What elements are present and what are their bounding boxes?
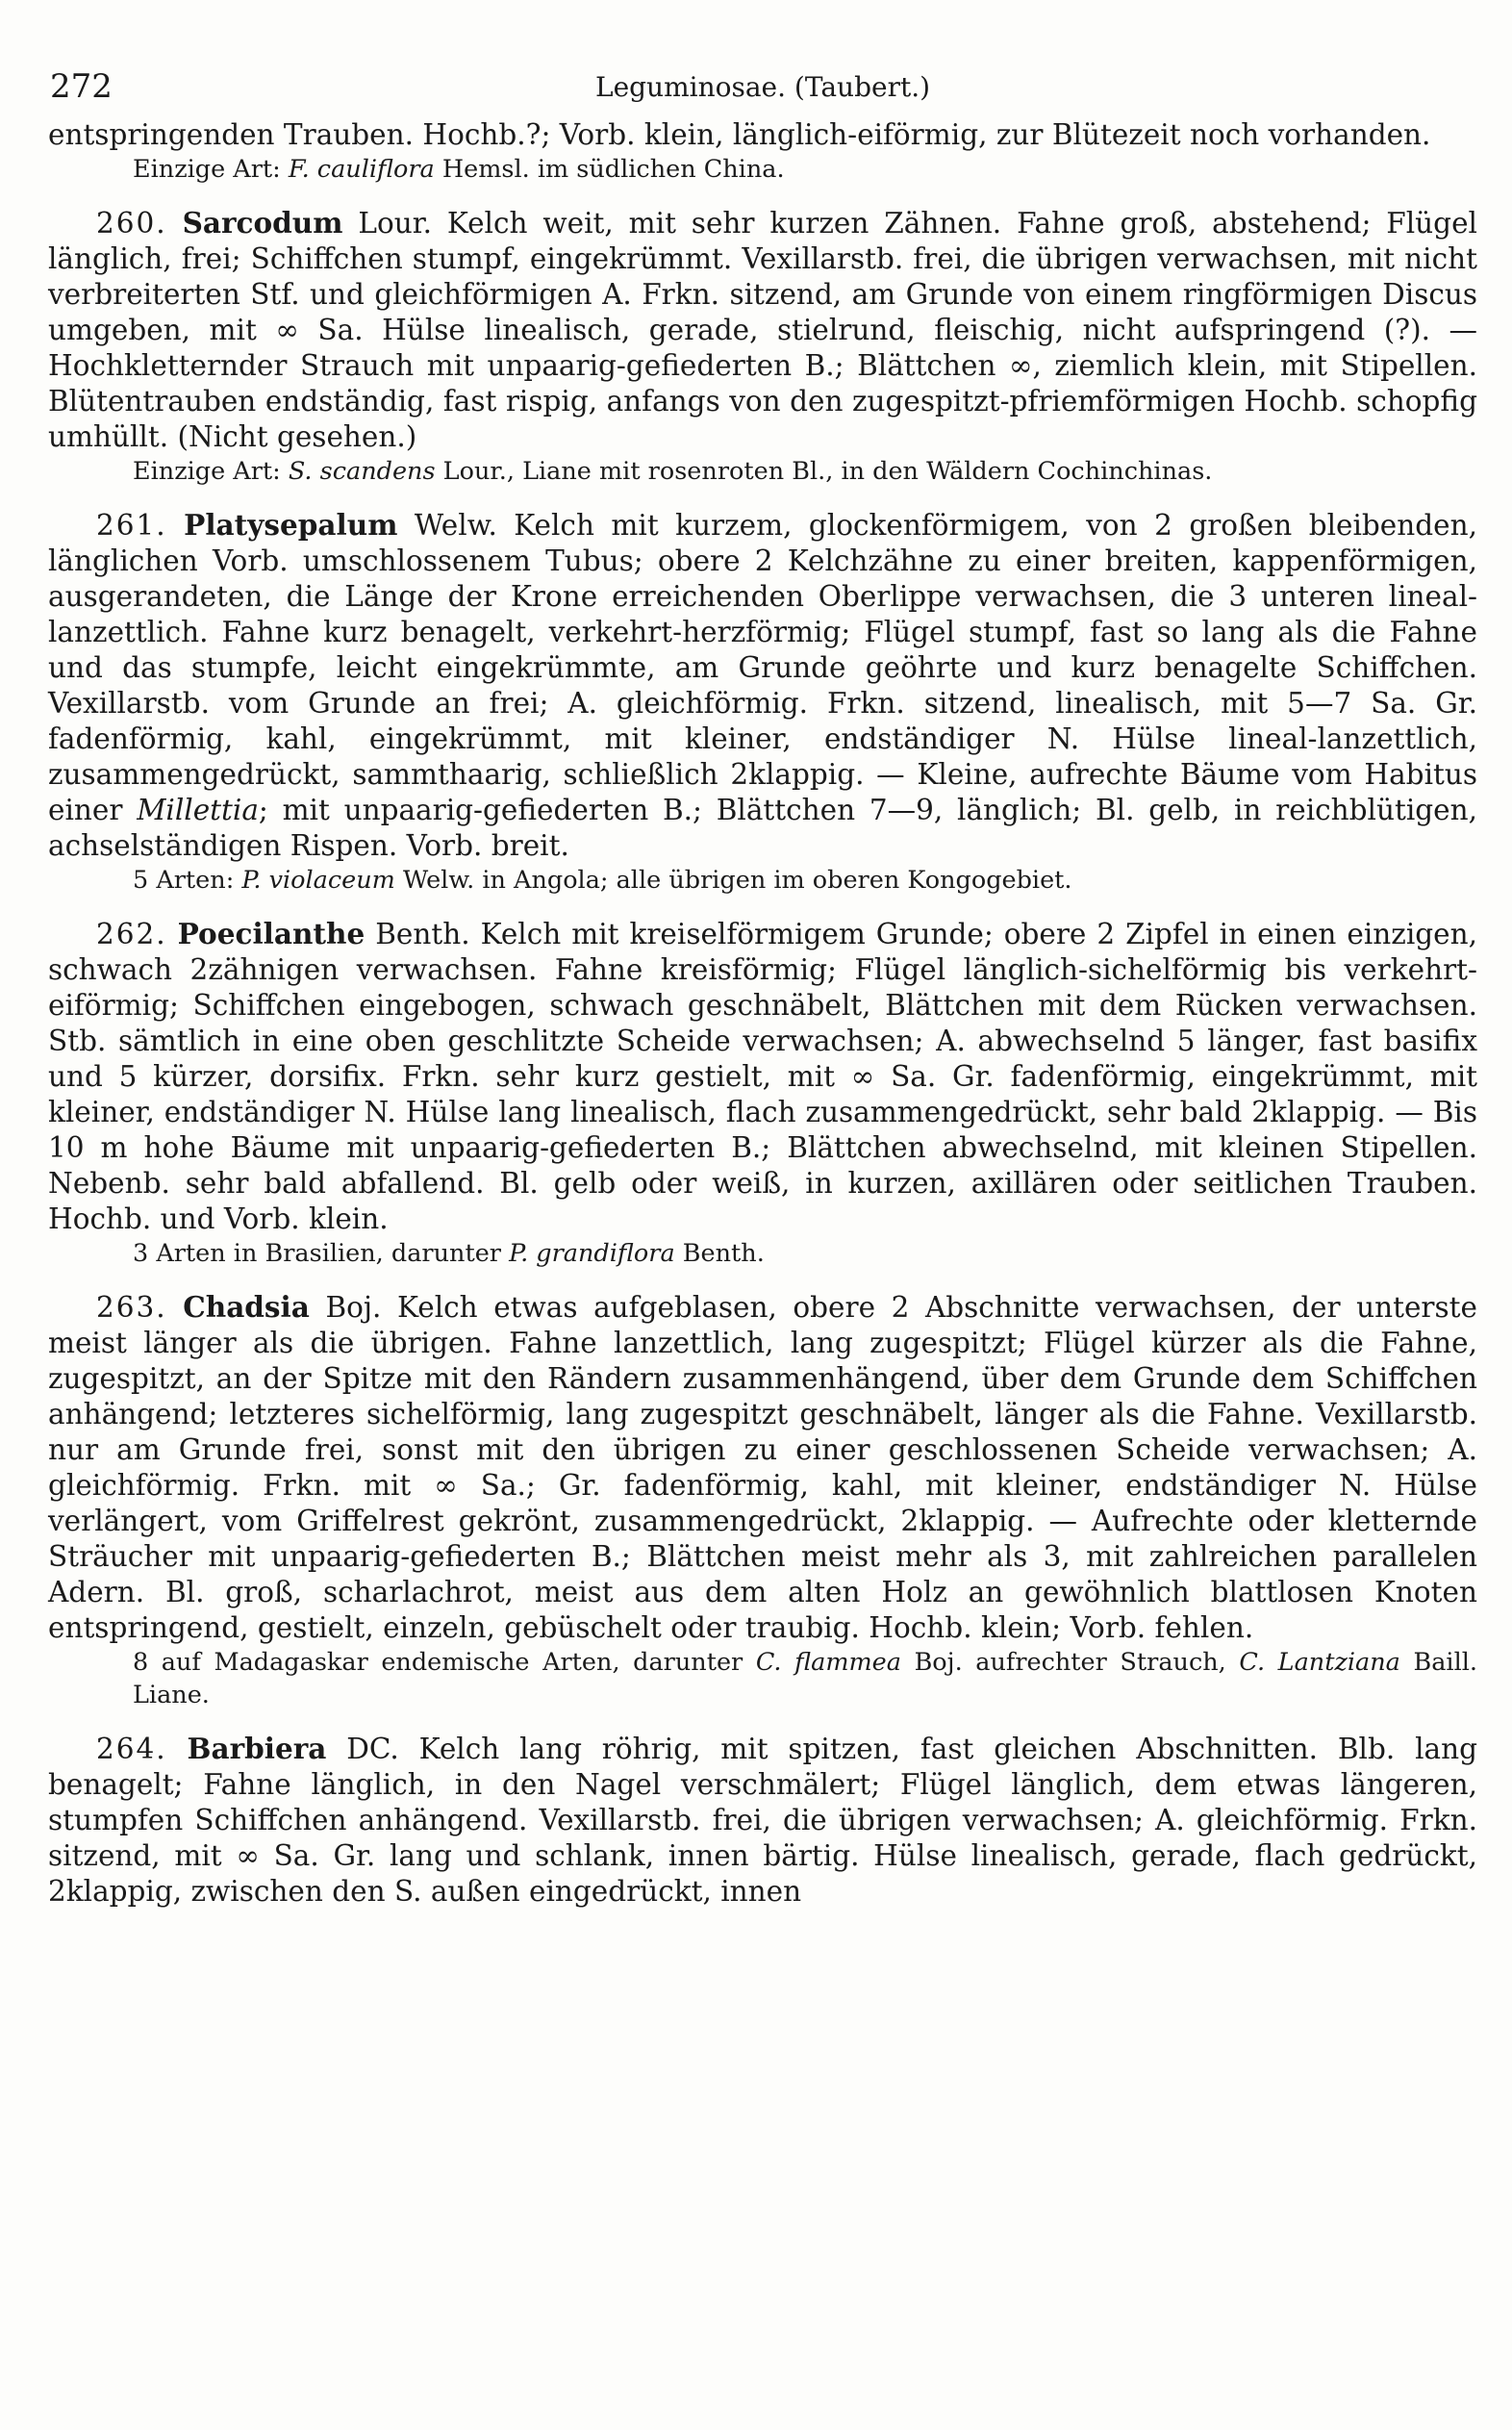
species-note: 5 Arten: P. violaceum Welw. in Angola; alle übrigen im oberen Kongogebiet. bbox=[133, 866, 1072, 895]
genus-number: 260. bbox=[96, 207, 167, 240]
page-number: 272 bbox=[50, 67, 113, 106]
genus-entry-263 bbox=[48, 1289, 1477, 1646]
species-name: P. grandiflora bbox=[509, 1239, 675, 1268]
species-note: Einzige Art: F. cauliflora Hemsl. im südlichen China. bbox=[133, 155, 785, 184]
genus-number: 262. bbox=[96, 918, 167, 950]
genus-number: 263. bbox=[96, 1291, 167, 1324]
genus-entry-262 bbox=[48, 916, 1477, 1237]
genus-author: Benth. bbox=[375, 918, 470, 950]
genus-author: Boj. bbox=[325, 1291, 382, 1324]
genus-entry-261 bbox=[48, 507, 1477, 864]
genus-description: Kelch mit kurzem, glockenförmigem, von 2 großen bleibenden, länglichen Vorb. umschlossenem Tubus; obere 2 Kelchzähne zu einer breiten, kappenförmigen, ausgerandeten, die Länge der Krone erreichenden Oberlippe verwachsen, die 3 unteren lineal-lanzettlich. Fahne kurz benagelt, verkehrt-herzförmig; Flügel stumpf, fast so lang als die Fahne und das stumpfe, leicht eingekrümmte, am Grunde geöhrte und kurz benagelte Schiffchen. Vexillarstb. vom Grunde an frei; A. gleichförmig. Frkn. sitzend, linealisch, mit 5—7 Sa. Gr. fadenförmig, kahl, eingekrümmt, mit kleiner, endständiger N. Hülse lineal-lanzettlich, zusammengedrückt, sammthaarig, schließlich 2klappig. — Kleine, aufrechte Bäume vom Habitus einer bbox=[48, 509, 1477, 826]
genus-entry-264 bbox=[48, 1731, 1477, 1910]
species-note: 8 auf Madagaskar endemische Arten, darunter C. flammea Boj. aufrechter Strauch, C. Lantziana Baill. Liane. bbox=[133, 1648, 1477, 1709]
genus-name: Chadsia bbox=[183, 1290, 310, 1324]
genus-description: Kelch mit kreiselförmigem Grunde; obere 2 Zipfel in einen einzigen, schwach 2zähnigen verwachsen. Fahne kreisförmig; Flügel länglich-sichelförmig bis verkehrt-eiförmig; Schiffchen eingebogen, schwach geschnäbelt, Blättchen mit dem Rücken verwachsen. Stb. sämtlich in eine oben geschlitzte Scheide verwachsen; A. abwechselnd 5 länger, fast basifix und 5 kürzer, dorsifix. Frkn. sehr kurz gestielt, mit ∞ Sa. Gr. fadenförmig, eingekrümmt, mit kleiner, endständiger N. Hülse lang linealisch, flach zusammengedrückt, sehr bald 2klappig. — Bis 10 m hohe Bäume mit unpaarig-gefiederten B.; Blättchen abwechselnd, mit kleinen Stipellen. Nebenb. sehr bald abfallend. Bl. gelb oder weiß, in kurzen, axillären oder seitlichen Trauben. Hochb. und Vorb. klein. bbox=[48, 918, 1477, 1235]
species-name: C. flammea bbox=[755, 1648, 901, 1677]
genus-description-cont: ; mit unpaarig-gefiederten B.; Blättchen 7—9, länglich; Bl. gelb, in reichblütigen, achselständigen Rispen. Vorb. breit. bbox=[48, 794, 1477, 862]
genus-number: 261. bbox=[96, 509, 167, 542]
genus-number: 264. bbox=[96, 1733, 167, 1765]
species-name: C. Lantziana bbox=[1239, 1648, 1400, 1677]
genus-description: Kelch weit, mit sehr kurzen Zähnen. Fahne groß, abstehend; Flügel länglich, frei; Schiffchen stumpf, eingekrümmt. Vexillarstb. frei, die übrigen verwachsen, mit nicht verbreiterten Stf. und gleichförmigen A. Frkn. sitzend, am Grunde von einem ringförmigen Discus umgeben, mit ∞ Sa. Hülse linealisch, gerade, stielrund, fleischig, nicht aufspringend (?). — Hochkletternder Strauch mit unpaarig-gefiederten B.; Blättchen ∞, ziemlich klein, mit Stipellen. Blütentrauben endständig, fast rispig, anfangs von den zugespitzt-pfriemförmigen Hochb. schopfig umhüllt. (Nicht gesehen.) bbox=[48, 207, 1477, 453]
genus-reference: Millettia bbox=[137, 794, 259, 826]
species-name: F. cauliflora bbox=[288, 155, 435, 184]
species-name: P. violaceum bbox=[241, 866, 395, 895]
genus-name: Barbiera bbox=[187, 1732, 327, 1765]
species-note: Einzige Art: S. scandens Lour., Liane mit rosenroten Bl., in den Wäldern Cochinchinas. bbox=[133, 457, 1213, 486]
intro-paragraph: entspringenden Trauben. Hochb.?; Vorb. klein, länglich-eiförmig, zur Blütezeit noch vorhanden. bbox=[48, 118, 1431, 151]
genus-author: Welw. bbox=[414, 509, 497, 542]
genus-name: Platysepalum bbox=[184, 508, 398, 542]
genus-name: Poecilanthe bbox=[177, 917, 365, 950]
genus-description: Kelch etwas aufgeblasen, obere 2 Abschnitte verwachsen, der unterste meist länger als die übrigen. Fahne lanzettlich, lang zugespitzt; Flügel kürzer als die Fahne, zugespitzt, an der Spitze mit den Rändern zusammenhängend, über dem Grunde dem Schiffchen anhängend; letzteres sichelförmig, lang zugespitzt geschnäbelt, länger als die Fahne. Vexillarstb. nur am Grunde frei, sonst mit den übrigen zu einer geschlossenen Scheide verwachsen; A. gleichförmig. Frkn. mit ∞ Sa.; Gr. fadenförmig, kahl, mit kleiner, endständiger N. Hülse verlängert, vom Griffelrest gekrönt, zusammengedrückt, 2klappig. — Aufrechte oder kletternde Sträucher mit unpaarig-gefiederten B.; Blättchen meist mehr als 3, mit zahlreichen parallelen Adern. Bl. groß, scharlachrot, meist aus dem alten Holz an gewöhnlich blattlosen Knoten entspringend, gestielt, einzeln, gebüschelt oder traubig. Hochb. klein; Vorb. fehlen. bbox=[48, 1291, 1477, 1644]
species-name: S. scandens bbox=[288, 457, 436, 486]
genus-entry-260 bbox=[48, 205, 1477, 455]
genus-author: Lour. bbox=[358, 207, 432, 240]
genus-name: Sarcodum bbox=[182, 206, 343, 240]
page-header bbox=[48, 58, 1477, 117]
species-note: 3 Arten in Brasilien, darunter P. grandiflora Benth. bbox=[133, 1239, 765, 1268]
running-head: Leguminosae. (Taubert.) bbox=[594, 71, 931, 103]
genus-author: DC. bbox=[346, 1733, 399, 1765]
genus-description: Kelch lang röhrig, mit spitzen, fast gleichen Abschnitten. Blb. lang benagelt; Fahne länglich, in den Nagel verschmälert; Flügel länglich, dem etwas längeren, stumpfen Schiffchen anhängend. Vexillarstb. frei, die übrigen verwachsen; A. gleichförmig. Frkn. sitzend, mit ∞ Sa. Gr. lang und schlank, innen bärtig. Hülse linealisch, gerade, flach gedrückt, 2klappig, zwischen den S. außen eingedrückt, innen bbox=[48, 1733, 1477, 1908]
